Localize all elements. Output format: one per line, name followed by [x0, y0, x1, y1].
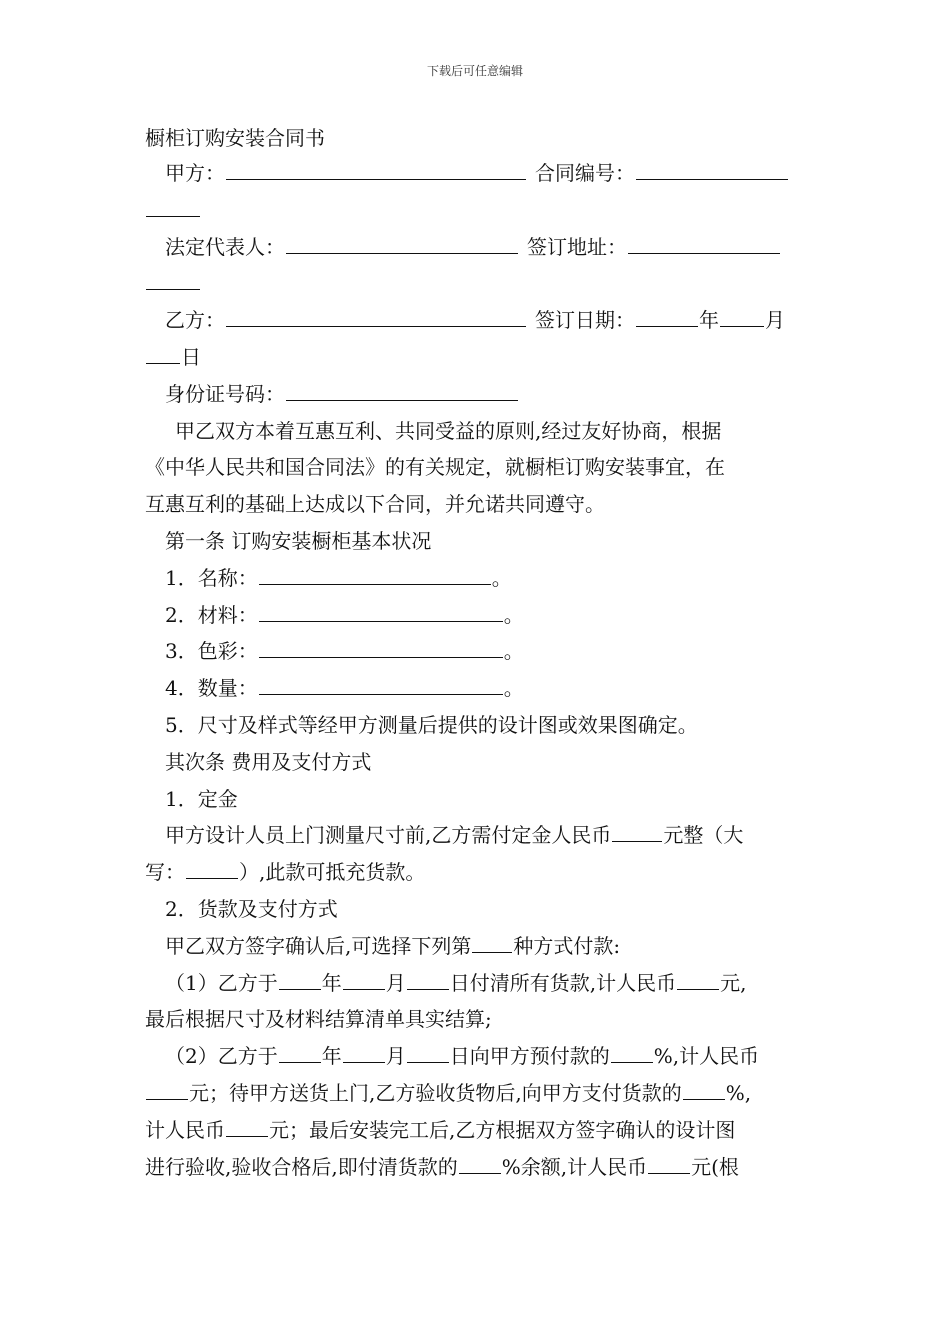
deposit-text: 元整（大	[663, 823, 744, 848]
id-blank[interactable]	[286, 378, 518, 401]
option-text: %,计人民币	[653, 1044, 760, 1069]
period: 。	[503, 676, 524, 701]
item-label: 3．色彩：	[165, 639, 258, 664]
document-body	[145, 155, 815, 1185]
year-label: 年	[321, 1044, 342, 1069]
option-text: 进行验收,验收合格后,即付清货款的	[145, 1154, 458, 1179]
party-a-label: 甲方：	[165, 161, 225, 185]
opt2-month-blank[interactable]	[343, 1040, 385, 1063]
deposit-text: ）,此款可抵充货款。	[239, 860, 426, 885]
contract-no-blank-2[interactable]	[146, 194, 200, 217]
party-a-line	[145, 155, 815, 192]
option2-line-1	[145, 1038, 815, 1075]
party-b-label: 乙方：	[165, 308, 225, 333]
article1-item-4	[145, 670, 815, 707]
opt2-delivery-pct-blank[interactable]	[683, 1077, 725, 1100]
period: 。	[503, 602, 524, 627]
sign-day-blank[interactable]	[146, 341, 180, 364]
contract-no-continuation	[145, 192, 815, 229]
deposit-text: 写：	[145, 860, 185, 885]
option-text: 日向甲方预付款的	[449, 1044, 610, 1069]
opt2-balance-pct-blank[interactable]	[459, 1151, 501, 1174]
material-blank[interactable]	[259, 599, 503, 622]
deposit-capital-blank[interactable]	[186, 856, 238, 879]
deposit-text: 甲方设计人员上门测量尺寸前,乙方需付定金人民币	[165, 823, 612, 848]
document-title: 橱柜订购安装合同书	[145, 126, 325, 150]
legal-rep-label: 法定代表人：	[165, 234, 285, 259]
opt1-year-blank[interactable]	[279, 967, 321, 990]
opt2-year-blank[interactable]	[279, 1040, 321, 1063]
sign-date-label: 签订日期：	[535, 308, 635, 333]
option2-line-2	[145, 1075, 815, 1112]
opt2-balance-amount-blank[interactable]	[648, 1151, 690, 1174]
legal-rep-blank[interactable]	[286, 231, 518, 254]
option-text: 元,	[720, 970, 747, 995]
sign-place-label: 签订地址：	[527, 234, 627, 259]
option1-line-2: 最后根据尺寸及材料结算清单具实结算;	[145, 1007, 492, 1032]
opt1-amount-blank[interactable]	[677, 967, 719, 990]
item-label: 4．数量：	[165, 676, 258, 701]
article1-item-2	[145, 597, 815, 634]
option2-line-3	[145, 1112, 815, 1149]
month-label: 月	[385, 1044, 406, 1069]
deposit-line-1	[145, 817, 815, 854]
option1-line-1	[145, 965, 815, 1002]
header-note: 下载后可任意编辑	[426, 64, 523, 78]
payment-text: 种方式付款:	[513, 933, 621, 958]
month-label: 月	[765, 308, 785, 333]
payment-choose-line	[145, 928, 815, 965]
item-label: 1．名称：	[165, 565, 258, 590]
opt1-day-blank[interactable]	[407, 967, 449, 990]
option-text: %,	[725, 1080, 752, 1105]
color-blank[interactable]	[259, 635, 503, 658]
day-label: 日	[181, 344, 201, 369]
article1-heading: 第一条 订购安装橱柜基本状况	[165, 528, 432, 553]
period: 。	[503, 639, 524, 664]
opt2-day-blank[interactable]	[407, 1040, 449, 1063]
article1-item-5: 5．尺寸及样式等经甲方测量后提供的设计图或效果图确定。	[165, 712, 698, 737]
id-label: 身份证号码：	[165, 381, 285, 406]
article1-item-3	[145, 633, 815, 670]
sign-place-blank-2[interactable]	[146, 267, 200, 290]
option-text: （1）乙方于	[165, 970, 278, 995]
legal-rep-line	[145, 229, 815, 266]
party-a-blank[interactable]	[226, 157, 526, 180]
option-text: 日付清所有货款,计人民币	[449, 970, 677, 995]
sign-place-blank[interactable]	[628, 231, 780, 254]
deposit-amount-blank[interactable]	[612, 819, 662, 842]
preamble-line-3: 互惠互利的基础上达成以下合同，并允诺共同遵守。	[145, 492, 605, 517]
payment-text: 甲乙双方签字确认后,可选择下列第	[165, 933, 472, 958]
sign-day-line	[145, 339, 815, 376]
option2-line-4	[145, 1149, 815, 1186]
quantity-blank[interactable]	[259, 672, 503, 695]
article2-heading: 其次条 费用及支付方式	[165, 749, 372, 774]
opt2-prepay-amount-blank[interactable]	[146, 1077, 188, 1100]
contract-no-blank[interactable]	[636, 157, 788, 180]
option-text: 计人民币	[145, 1117, 225, 1142]
option-text: 元；最后安装完工后,乙方根据双方签字确认的设计图	[269, 1117, 736, 1142]
id-line	[145, 376, 815, 413]
period: 。	[491, 565, 512, 590]
option-text: 元；待甲方送货上门,乙方验收货物后,向甲方支付货款的	[189, 1080, 682, 1105]
option-text: 元(根	[691, 1154, 739, 1179]
year-label: 年	[321, 970, 342, 995]
article1-item-1	[145, 560, 815, 597]
sign-place-continuation	[145, 265, 815, 302]
party-b-line	[145, 302, 815, 339]
preamble-line-1: 甲乙双方本着互惠互利、共同受益的原则,经过友好协商，根据	[175, 418, 722, 443]
contract-no-label: 合同编号：	[535, 161, 635, 185]
name-blank[interactable]	[259, 562, 491, 585]
option-text: （2）乙方于	[165, 1044, 278, 1069]
deposit-line-2	[145, 854, 815, 891]
opt2-prepay-pct-blank[interactable]	[611, 1040, 653, 1063]
party-b-blank[interactable]	[226, 304, 526, 327]
method-no-blank[interactable]	[472, 930, 512, 953]
item-label: 2．材料：	[165, 602, 258, 627]
sign-year-blank[interactable]	[636, 304, 698, 327]
payment-heading: 2．货款及支付方式	[165, 896, 338, 921]
year-label: 年	[699, 308, 719, 333]
option-text: %余额,计人民币	[501, 1154, 648, 1179]
opt2-delivery-amount-blank[interactable]	[226, 1114, 268, 1137]
opt1-month-blank[interactable]	[343, 967, 385, 990]
preamble-line-2: 《中华人民共和国合同法》的有关规定，就橱柜订购安装事宜，在	[145, 455, 725, 480]
sign-month-blank[interactable]	[720, 304, 764, 327]
month-label: 月	[385, 970, 406, 995]
deposit-heading: 1．定金	[165, 786, 238, 811]
